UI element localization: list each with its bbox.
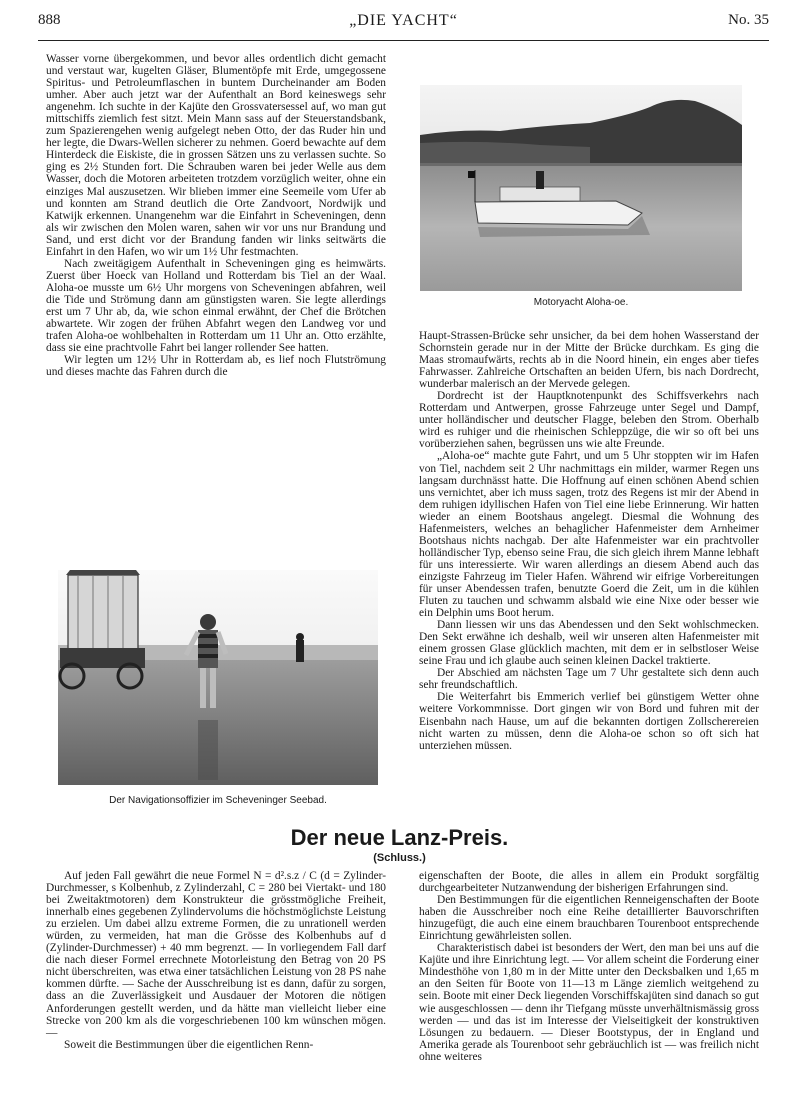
article-title: Der neue Lanz-Preis. bbox=[290, 825, 509, 850]
paragraph: Der Abschied am nächsten Tage um 7 Uhr gestaltete sich denn auch sehr freundschaftlich. bbox=[419, 667, 759, 692]
page-number: 888 bbox=[38, 12, 61, 28]
article-subtitle: (Schluss.) bbox=[373, 852, 426, 864]
header-rule bbox=[38, 40, 769, 41]
column-left-top bbox=[46, 53, 386, 378]
issue-number: No. 35 bbox=[728, 12, 769, 28]
caption-yacht: Motoryacht Aloha-oe. bbox=[533, 297, 629, 308]
paragraph: Wasser vorne übergekommen, und bevor alles ordentlich dicht gemacht und verstaut war, kugelten Gläser, Blumentöpfe mit Erde, umgegossene Spiritus- und Petroleumflaschen in buntem Durcheinander am Boden umher. Aber auch jetzt war der Aufenthalt an Bord keineswegs sehr angenehm. Ich suchte in der Kajüte den Grossvatersessel auf, wo man gut mittschiffs ziemlich fest sitzt. Mein Mann sass auf der Steuerstandsbank, zum Spazierengehen wenig aufgelegt neben Otto, der das Ruder hin und her legte, die Dwars-Wellen sicherer zu nehmen. Goerd bewachte auf dem Hinterdeck die Eiskiste, die in grossen Sätzen uns zu verlassen suchte. So ging es 2½ Stunden fort. Die Schrauben waren bei jeder Welle aus dem Wasser, doch die Motoren arbeiteten trotzdem vorzüglich weiter, ohne ein einziges Mal auszusetzen. Wir blieben immer eine Seemeile vom Ufer ab und konnten am Strand deutlich die Orte Zandvoort, Nordwijk und Katwijk erkennen. Unangenehm war die Einfahrt in Scheveningen, denn als wir zwischen den Molen waren, sahen wir vor uns nur Brandung und Sand, und erst dicht vor der Brandung fanden wir links seitwärts die Einfahrt in den Hafen, wo wir um 1½ Uhr festmachten. bbox=[46, 53, 386, 258]
paragraph: Auf jeden Fall gewährt die neue Formel N = d².s.z / C (d = Zylinder-Durchmesser, s Kolbenhub, z Zylinderzahl, C = 280 bei Viertakt- und 180 bei Zweitaktmotoren) dem Konstrukteur die grösstmögliche Freiheit, innerhalb eines gegebenen Zylindervolums die höchstmöglichste Leistung zu erzielen. Um dabei allzu extreme Formen, die zu unrationell werden würden, zu vermeiden, hat man die Grösse des Kolbenhubs auf d (Zylinder-Durchmesser) + 40 mm begrenzt. — In vorliegendem Fall darf die nach dieser Formel errechnete Motorleistung den Betrag von 20 PS nicht überschreiten, was etwa einer tatsächlichen Leistung von 28 PS nahe kommen dürfte. — Sache der Ausschreibung ist es dann, dafür zu sorgen, dass an die Zuverlässigkeit und Ausdauer der Motoren die nötigen Anforderungen gestellt werden, und da hätte man vielleicht lieber eine Strecke von 200 km als die vorgeschriebenen 100 km wünschen mögen. — bbox=[46, 870, 386, 1039]
column-left-bottom bbox=[46, 870, 386, 1051]
paragraph: Nach zweitägigem Aufenthalt in Scheveningen ging es heimwärts. Zuerst über Hoeck van Holland und Rotterdam bis Tiel an der Waal. Aloha-oe musste um 6½ Uhr morgens von Scheveningen abfahren, weil die Tide und Strömung dann am günstigsten waren. Sie legte allerdings erst um 7 Uhr ab, da, wie schon einmal erwähnt, der Chef die Brötchen abwartete. Wir zogen der frühen Abfahrt wegen den Landweg vor und trafen Aloha-oe wohlbehalten in Rotterdam um 11 Uhr an. Otto erzählte, dass sie eine prachtvolle Fahrt bei langer rollender See hatten. bbox=[46, 257, 386, 355]
paragraph: eigenschaften der Boote, die alles in allem ein Produkt sorgfältig durchgearbeiteter Nutzanwendung der bisherigen Erfahrungen sind. bbox=[419, 870, 759, 895]
paragraph: Dann liessen wir uns das Abendessen und den Sekt wohlschmecken. Den Sekt erwähne ich deshalb, weil wir unseren alten Hafenmeister mit einem grossen Glase glücklich machten, mit dem er in selbstloser Weise seine Frau und ich glaube auch seinen kleinen Dackel traktierte. bbox=[419, 619, 759, 668]
paragraph: Wir legten um 12½ Uhr in Rotterdam ab, es lief noch Flutströmung und dieses machte das Fahren durch die bbox=[46, 354, 386, 379]
paragraph: Soweit die Bestimmungen über die eigentlichen Renn- bbox=[64, 1038, 314, 1051]
paragraph: Dordrecht ist der Hauptknotenpunkt des Schiffsverkehrs nach Rotterdam und Antwerpen, grosse Fahrzeuge unter Segel und Dampf, unter holländischer und deutscher Flagge, beleben den Strom. Oberhalb wird es ruhiger und die rheinischen Schleppzüge, die wir so oft bei uns vorüberziehen sahen, begrüssen uns wie alte Freunde. bbox=[419, 390, 759, 451]
paragraph: Den Bestimmungen für die eigentlichen Renneigenschaften der Boote haben die Ausschreiber noch eine Reihe detaillierter Bauvorschriften hinzugefügt, die auch eine einem brauchbaren Tourenboot entsprechende Einrichtung gewährleisten sollen. bbox=[419, 894, 759, 943]
paragraph: Charakteristisch dabei ist besonders der Wert, den man bei uns auf die Kajüte und ihre Einrichtung legt. — Vor allem scheint die Forderung einer Mindesthöhe von 1,80 m in der Mitte unter den Decksbalken und 1,65 m an den Seiten für Boote von 11—13 m Länge ziemlich weitgehend zu sein. Boote mit einer Deck liegenden Vorschiffskajüten sind danach so gut wie ausgeschlossen — denn ihr Tiefgang müsste unverhältnismässig gross werden — und das ist im Interesse der Vielseitigkeit der konstruktiven Lösungen zu bedauern. — Dieser Bootstypus, der in England und Amerika gerade als Tourenboot sehr gebräuchlich ist — was freilich nicht ohne weiteres bbox=[419, 942, 759, 1063]
journal-title: „DIE YACHT“ bbox=[349, 12, 458, 29]
yacht-photo-image bbox=[420, 85, 742, 291]
running-header bbox=[38, 12, 769, 34]
column-right-top bbox=[419, 330, 759, 752]
yacht-photo bbox=[420, 85, 742, 291]
paragraph: „Aloha-oe“ machte gute Fahrt, und um 5 Uhr stoppten wir im Hafen von Tiel, nachdem seit 2 Uhr nachmittags ein milder, warmer Regen uns langsam durchnässt hatte. Die Hoffnung auf einen schönen Abend schien uns vernichtet, aber ich muss sagen, trotz des Regens ist mir der Abend in dem ruhigen idyllischen Hafen von Tiel eine liebe Erinnerung. Wir hatten wieder an einem Bootshaus angelegt. Diesmal die Wohnung des Hafenmeisters, welches an behaglicher Hafenmeister dem Arnheimer Bootshaus nichts nachgab. Der alte Hafenmeister war ein prachtvoller holländischer Typ, ebenso seine Frau, die sich gleich ihrem Manne lebhaft für uns interessierte. Wir waren allerdings an diesem Abend auch das einzigste Fahrzeug im Tieler Hafen. Während wir eifrige Vorbereitungen für unser Abendessen trafen, benutzte Goerd die Zeit, um in die kühlen Fluten zu tauchen und schwamm alsbald wie eine Nixe oder besser wie ein Delphin ums Boot herum. bbox=[419, 450, 759, 620]
beach-photo-image bbox=[58, 570, 378, 785]
paragraph: Die Weiterfahrt bis Emmerich verlief bei günstigem Wetter ohne weitere Vorkommnisse. Dort gingen wir von Bord und fuhren mit der Eisenbahn nach Hause, um auf die bekannten dortigen Zollscherereien nicht warten zu müssen, denn die Aloha-oe schon so oft sich hat unterziehen müssen. bbox=[419, 691, 759, 752]
beach-photo bbox=[58, 570, 378, 785]
caption-beach: Der Navigationsoffizier im Scheveninger Seebad. bbox=[109, 795, 327, 806]
paragraph: Haupt-Strassen-Brücke sehr unsicher, da bei dem hohen Wasserstand der Schornstein gerade nur in der Mitte der Brücke durchkam. Es ging die Maas stromaufwärts, rechts ab in die Noord hinein, ein enges aber tiefes Fahrwasser. Zahlreiche Ortschaften an beiden Ufern, bis nach Dordrecht, wunderbar malerisch an der Mervede gelegen. bbox=[419, 330, 759, 391]
column-right-bottom bbox=[419, 870, 759, 1063]
